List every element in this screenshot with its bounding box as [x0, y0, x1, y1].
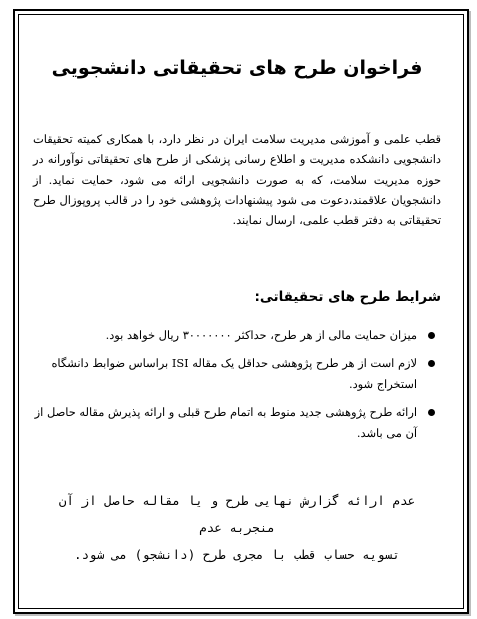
- bullet-icon: [428, 409, 435, 416]
- condition-item: [33, 325, 441, 346]
- document-content: [33, 11, 441, 612]
- closing-notice: [33, 487, 441, 568]
- condition-item: [33, 402, 441, 444]
- condition-item: [33, 353, 441, 395]
- notice-line: تسویه حساب قطب با مجری طرح (دانشجو) می شود.: [73, 547, 401, 562]
- conditions-list: [33, 325, 441, 451]
- conditions-heading: شرایط طرح های تحقیقاتی:: [254, 289, 441, 305]
- notice-line: عدم ارائه گزارش نهایی طرح و یا مقاله حاصل از آن منجربه عدم: [58, 493, 416, 535]
- bullet-icon: [428, 360, 435, 367]
- condition-text: ارائه طرح پژوهشی جدید منوط به اتمام طرح قبلی و ارائه پذیرش مقاله حاصل از آن می باشد.: [34, 405, 417, 440]
- intro-paragraph: قطب علمی و آموزشی مدیریت سلامت ایران در نظر دارد، با همکاری کمیته تحقیقات دانشجویی دانشکده مدیریت و اطلاع رسانی پزشکی از طرح های تحقیقاتی نوآورانه در حوزه مدیریت سلامت، که به صورت دانشجویی ارائه می شود، حمایت نماید. از دانشجویان علاقمند،دعوت می شود پیشنهادات پژوهشی خود را در قالب پروپوزال طرح تحقیقاتی به دفتر قطب علمی، ارسال نمایند.: [33, 132, 441, 228]
- document-title: فراخوان طرح های تحقیقاتی دانشجویی: [51, 57, 423, 79]
- condition-text: لازم است از هر طرح پژوهشی حداقل یک مقاله ISI براساس ضوابط دانشگاه استخراج شود.: [51, 356, 417, 391]
- bullet-icon: [428, 332, 435, 339]
- document-border: [13, 9, 469, 614]
- condition-text: میزان حمایت مالی از هر طرح، حداکثر ۳۰۰۰۰۰۰۰ ریال خواهد بود.: [105, 328, 417, 342]
